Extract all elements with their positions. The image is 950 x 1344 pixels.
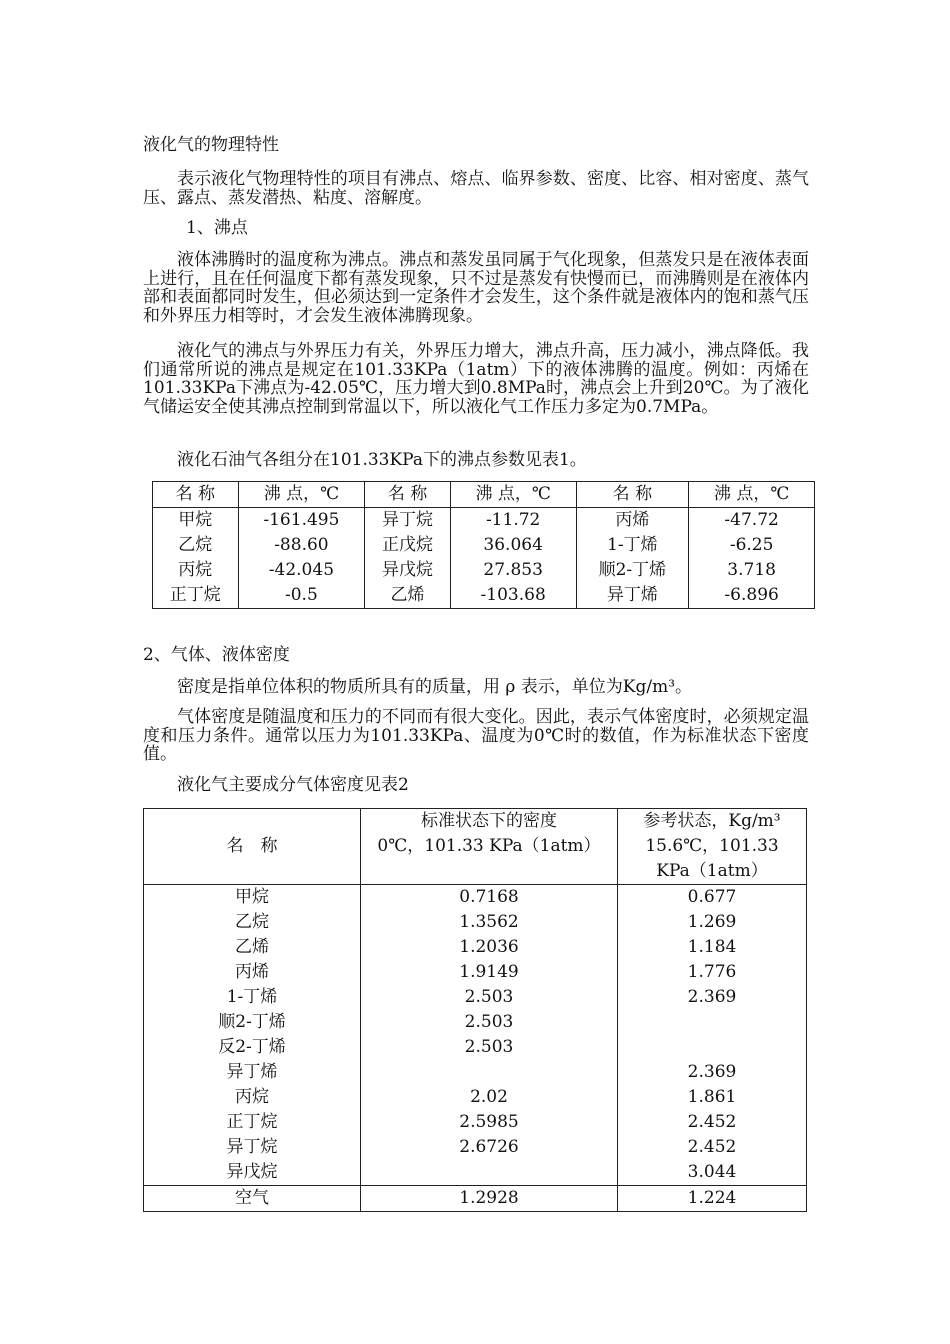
table-cell: 异丁烷 — [365, 508, 451, 534]
header-std-line-1: 标准状态下的密度 — [421, 811, 557, 831]
table-row-air — [144, 1186, 807, 1212]
table-cell: 2.02 — [361, 1085, 618, 1110]
table-cell: 1.2036 — [361, 935, 618, 960]
header-ref-line-3: KPa（1atm） — [656, 861, 768, 881]
table-cell: 正丁烷 — [153, 583, 239, 609]
header-bp-3: 沸 点，℃ — [689, 482, 815, 508]
table-cell: 1.3562 — [361, 910, 618, 935]
table-row — [144, 985, 807, 1010]
table-cell: 乙烷 — [153, 533, 239, 558]
table-cell: 27.853 — [450, 558, 576, 583]
table-cell: -103.68 — [450, 583, 576, 609]
table-cell: 2.452 — [618, 1135, 807, 1160]
table-header-row — [153, 482, 815, 508]
table-cell: 1.269 — [618, 910, 807, 935]
section1-paragraph-2: 液化气的沸点与外界压力有关，外界压力增大，沸点升高，压力减小，沸点降低。我们通常所说的沸点是规定在101.33KPa（1atm）下的液体沸腾的温度。例如：丙烯在101.33KPa下沸点为-42.05℃，压力增大到0.8MPa时，沸点会上升到20℃。为了液化气储运安全使其沸点控制到常温以下，所以液化气工作压力多定为0.7MPa。 — [143, 341, 809, 417]
table-cell: 丙烯 — [576, 508, 689, 534]
table-cell: 1.9149 — [361, 960, 618, 985]
table-row — [144, 910, 807, 935]
density-table — [143, 808, 807, 1212]
table-cell: 异戊烷 — [365, 558, 451, 583]
table-cell: 甲烷 — [153, 508, 239, 534]
table-cell: 1.184 — [618, 935, 807, 960]
header-std-line-2: 0℃，101.33 KPa（1atm） — [377, 836, 601, 856]
intro-paragraph: 表示液化气物理特性的项目有沸点、熔点、临界参数、密度、比容、相对密度、蒸气压、露点、蒸发潜热、粘度、溶解度。 — [143, 169, 809, 208]
section2-heading: 2、气体、液体密度 — [143, 645, 290, 665]
table-cell: 顺2-丁烯 — [576, 558, 689, 583]
table-header-row — [144, 809, 807, 885]
table-cell: 丙烷 — [144, 1085, 361, 1110]
table-cell: 1-丁烯 — [576, 533, 689, 558]
table-cell: -42.045 — [238, 558, 365, 583]
header-standard-density — [361, 809, 618, 885]
table-cell: -6.896 — [689, 583, 815, 609]
table-cell: 异丁烷 — [144, 1135, 361, 1160]
table-row — [144, 1135, 807, 1160]
table-cell: 1-丁烯 — [144, 985, 361, 1010]
table-cell: 乙烷 — [144, 910, 361, 935]
table-cell: 0.677 — [618, 885, 807, 911]
table-cell: 2.503 — [361, 985, 618, 1010]
table-cell: 1.776 — [618, 960, 807, 985]
header-reference-density — [618, 809, 807, 885]
table-cell: 丙烷 — [153, 558, 239, 583]
table-cell: 0.7168 — [361, 885, 618, 911]
table-cell: 异丁烯 — [576, 583, 689, 609]
table-cell: 3.718 — [689, 558, 815, 583]
table-cell — [361, 1160, 618, 1186]
table-row — [144, 1035, 807, 1060]
table-cell: 空气 — [144, 1186, 361, 1212]
table-cell: 2.369 — [618, 1060, 807, 1085]
table-row — [144, 1110, 807, 1135]
page-title: 液化气的物理特性 — [143, 135, 279, 155]
table-row — [153, 558, 815, 583]
table-cell: 正戊烷 — [365, 533, 451, 558]
header-name: 名 称 — [144, 809, 361, 885]
section1-paragraph-1: 液体沸腾时的温度称为沸点。沸点和蒸发虽同属于气化现象，但蒸发只是在液体表面上进行，且在任何温度下都有蒸发现象，只不过是蒸发有快慢而已，而沸腾则是在液体内部和表面都同时发生，但必须达到一定条件才会发生，这个条件就是液体内的饱和蒸气压和外界压力相等时，才会发生液体沸腾现象。 — [143, 250, 809, 326]
table2-caption: 液化气主要成分气体密度见表2 — [177, 775, 409, 795]
table-cell: -6.25 — [689, 533, 815, 558]
boiling-point-table — [152, 481, 815, 609]
section1-heading: 1、沸点 — [186, 218, 248, 238]
table-cell: 1.2928 — [361, 1186, 618, 1212]
table-cell: 1.224 — [618, 1186, 807, 1212]
header-bp-2: 沸 点，℃ — [450, 482, 576, 508]
table-cell: 2.452 — [618, 1110, 807, 1135]
header-name-3: 名 称 — [576, 482, 689, 508]
table-cell — [618, 1035, 807, 1060]
table-row — [153, 583, 815, 609]
table-cell: -47.72 — [689, 508, 815, 534]
table-cell: -88.60 — [238, 533, 365, 558]
table-cell: 反2-丁烯 — [144, 1035, 361, 1060]
table-cell: 顺2-丁烯 — [144, 1010, 361, 1035]
table-row — [144, 1160, 807, 1186]
header-bp-1: 沸 点，℃ — [238, 482, 365, 508]
table-cell: -161.495 — [238, 508, 365, 534]
table1-caption: 液化石油气各组分在101.33KPa下的沸点参数见表1。 — [177, 450, 587, 470]
table-cell: 正丁烷 — [144, 1110, 361, 1135]
table-cell: 2.6726 — [361, 1135, 618, 1160]
header-name-2: 名 称 — [365, 482, 451, 508]
table-row — [144, 1010, 807, 1035]
table-cell: 异戊烷 — [144, 1160, 361, 1186]
table-row — [144, 1085, 807, 1110]
table-cell: 2.503 — [361, 1035, 618, 1060]
table-cell: 乙烯 — [144, 935, 361, 960]
table-row — [144, 935, 807, 960]
header-ref-line-2: 15.6℃，101.33 — [645, 836, 779, 856]
table-row — [153, 533, 815, 558]
table-cell: 异丁烯 — [144, 1060, 361, 1085]
section2-paragraph-2: 气体密度是随温度和压力的不同而有很大变化。因此，表示气体密度时，必须规定温度和压力条件。通常以压力为101.33KPa、温度为0℃时的数值，作为标准状态下密度值。 — [143, 707, 809, 764]
table-cell: 1.861 — [618, 1085, 807, 1110]
table-row — [144, 960, 807, 985]
table-cell: -0.5 — [238, 583, 365, 609]
table-cell — [618, 1010, 807, 1035]
table-cell: 2.5985 — [361, 1110, 618, 1135]
table-row — [144, 1060, 807, 1085]
section2-paragraph-1: 密度是指单位体积的物质所具有的质量，用 ρ 表示，单位为Kg/m³。 — [177, 677, 693, 697]
table-cell: 36.064 — [450, 533, 576, 558]
table-cell: 甲烷 — [144, 885, 361, 911]
table-row — [153, 508, 815, 534]
table-cell: -11.72 — [450, 508, 576, 534]
table-cell: 2.503 — [361, 1010, 618, 1035]
header-name-1: 名 称 — [153, 482, 239, 508]
table-cell: 丙烯 — [144, 960, 361, 985]
table-cell: 乙烯 — [365, 583, 451, 609]
table-cell — [361, 1060, 618, 1085]
table-cell: 2.369 — [618, 985, 807, 1010]
table-row — [144, 885, 807, 911]
header-ref-line-1: 参考状态，Kg/m³ — [643, 811, 781, 831]
table-cell: 3.044 — [618, 1160, 807, 1186]
